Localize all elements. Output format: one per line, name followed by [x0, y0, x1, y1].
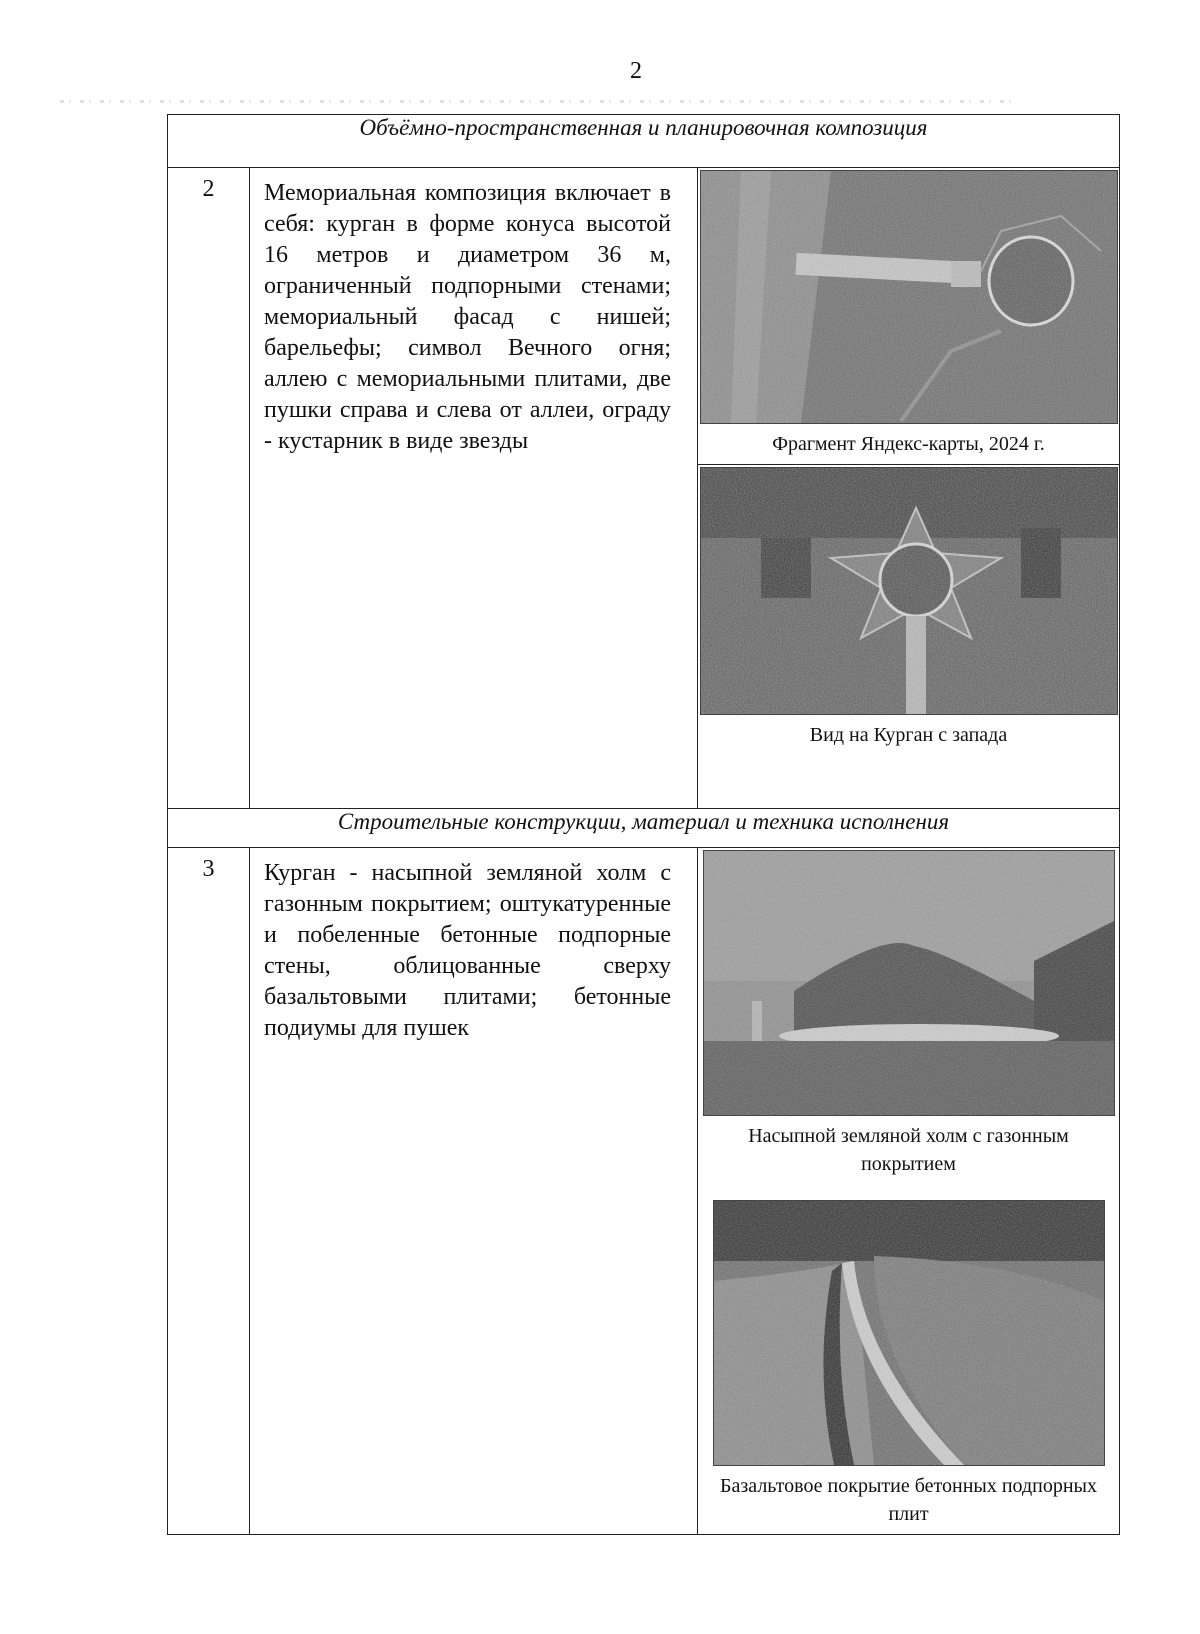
figure-caption: Вид на Курган с запада — [809, 724, 1008, 746]
section-header-construction — [168, 809, 1120, 848]
basalt-slabs-image — [713, 1200, 1105, 1466]
section-title: Строительные конструкции, материал и техника исполнения — [168, 809, 1120, 848]
figure-map — [698, 170, 1119, 464]
yandex-map-image — [700, 170, 1118, 424]
row-number: 2 — [168, 168, 250, 809]
images-cell — [698, 848, 1120, 1535]
figure-caption: Базальтовое покрытие бетонных подпорных плит — [720, 1475, 1097, 1525]
row-description: Мемориальная композиция включает в себя: курган в форме конуса высотой 16 метров и диаметром 36 м, ограниченный подпорными стенами; мемориальный фасад с нишей; барельефы; символ Вечного огня; аллею с мемориальными плитами, две пушки справа и слева от аллеи, ограду - кустарник в виде звезды — [250, 168, 698, 809]
table-row — [168, 168, 1120, 809]
section-title: Объёмно-пространственная и планировочная композиция — [168, 115, 1120, 168]
row-number: 3 — [168, 848, 250, 1535]
document-table — [167, 114, 1120, 1535]
page-number: 2 — [630, 58, 642, 84]
figure-basalt — [698, 1184, 1119, 1534]
row-description: Курган - насыпной земляной холм с газонным покрытием; оштукатуренные и побеленные бетонные подпорные стены, облицованные сверху базальтовыми плитами; бетонные подиумы для пушек — [250, 848, 698, 1535]
scan-noise-line — [60, 100, 1020, 103]
images-cell — [698, 168, 1120, 809]
table-row — [168, 848, 1120, 1535]
earthen-mound-image — [703, 850, 1115, 1116]
figure-caption: Фрагмент Яндекс-карты, 2024 г. — [772, 433, 1045, 455]
kurgan-west-view-image — [700, 467, 1118, 715]
figure-caption: Насыпной земляной холм с газонным покрытием — [748, 1125, 1069, 1175]
figure-mound — [698, 850, 1119, 1184]
figure-west-view — [698, 464, 1119, 755]
section-header-composition — [168, 115, 1120, 168]
